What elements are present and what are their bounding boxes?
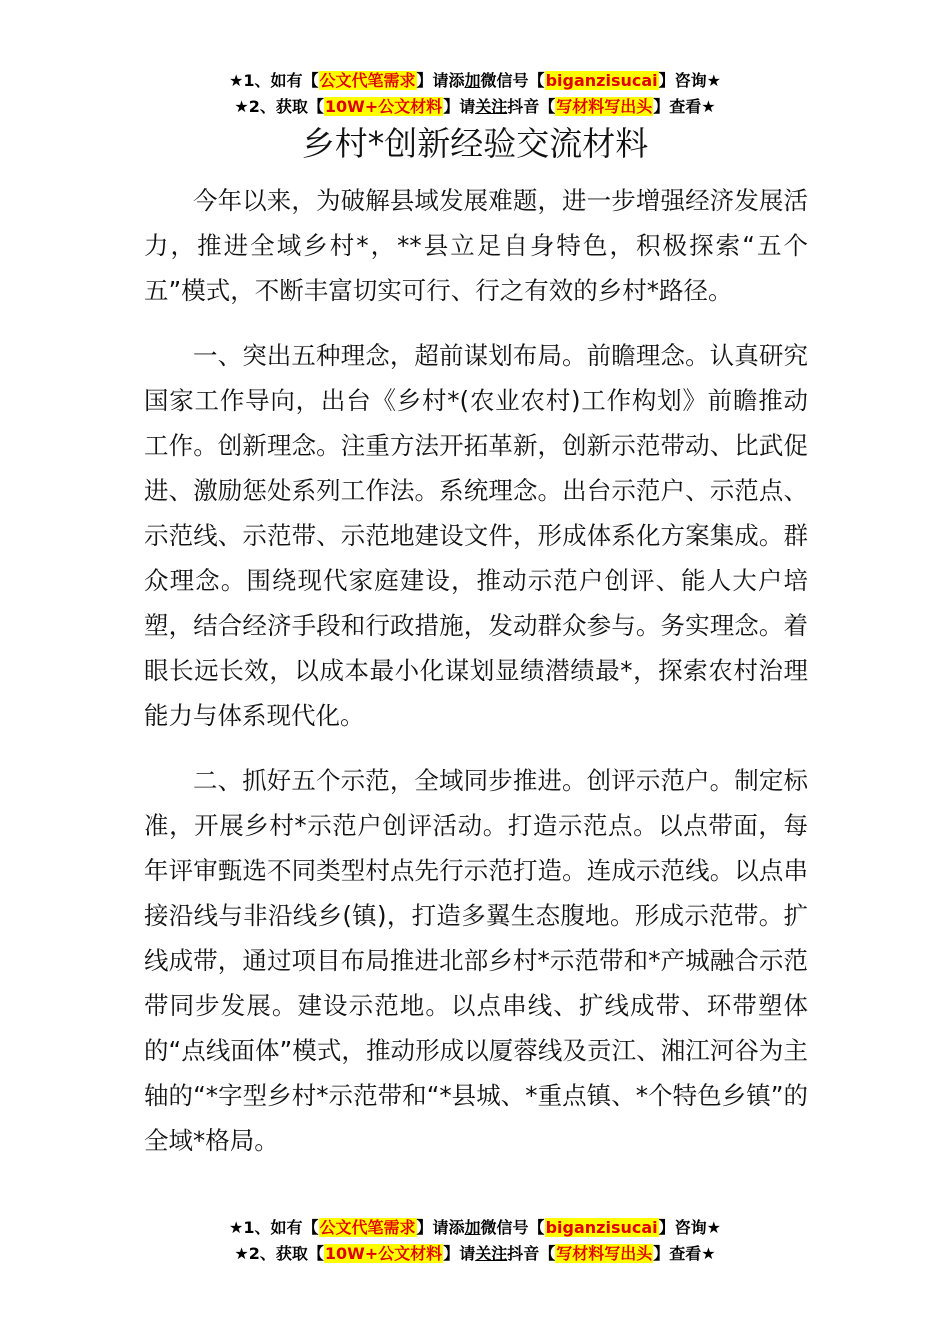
promo-highlight: 公文代笔需求 [319, 71, 416, 90]
promo-text: 】查看★ [653, 97, 716, 116]
body-paragraph: 今年以来，为破解县域发展难题，进一步增强经济发展活力，推进全域乡村*，**县立足自身特色，积极探索“五个五”模式，不断丰富切实可行、行之有效的乡村*路径。 [144, 186, 808, 305]
promo-line-2 [0, 1241, 950, 1267]
promo-highlight: 写材料写出头 [556, 97, 653, 116]
promo-text: 】请 [443, 1244, 476, 1263]
promo-text: 微信号【 [480, 71, 545, 90]
promo-text: 微信号【 [480, 1218, 545, 1237]
promo-highlight: biganzisucai [545, 1218, 658, 1237]
promo-text: 】咨询★ [658, 1218, 721, 1237]
promo-text: 抖音【 [507, 97, 556, 116]
promo-text: 抖音【 [507, 1244, 556, 1263]
promo-text: 】请 [443, 97, 476, 116]
promo-text: 】请添 [416, 71, 465, 90]
promo-underlined-text: 加 [464, 71, 481, 90]
promo-highlight: biganzisucai [545, 71, 658, 90]
promo-text: 】查看★ [653, 1244, 716, 1263]
promo-line-1 [0, 1215, 950, 1241]
promo-banner-top [0, 68, 950, 120]
promo-underlined-text: 关注 [475, 97, 508, 116]
promo-highlight: 公文代笔需求 [319, 1218, 416, 1237]
document-title: 乡村*创新经验交流材料 [301, 124, 649, 163]
promo-text: ★2、获取【 [234, 1244, 324, 1263]
promo-text: 】请添 [416, 1218, 465, 1237]
body-paragraph: 一、突出五种理念，超前谋划布局。前瞻理念。认真研究国家工作导向，出台《乡村*(农业农村)工作构划》前瞻推动工作。创新理念。注重方法开拓革新，创新示范带动、比武促进、激励惩处系列工作法。系统理念。出台示范户、示范点、示范线、示范带、示范地建设文件，形成体系化方案集成。群众理念。围绕现代家庭建设，推动示范户创评、能人大户培塑，结合经济手段和行政措施，发动群众参与。务实理念。着眼长远长效，以成本最小化谋划显绩潜绩最*，探索农村治理能力与体系现代化。 [144, 341, 808, 730]
promo-line-2 [0, 94, 950, 120]
promo-highlight: 写材料写出头 [556, 1244, 653, 1263]
promo-text: ★1、如有【 [229, 1218, 319, 1237]
promo-text: ★2、获取【 [234, 97, 324, 116]
promo-underlined-text: 加 [464, 1218, 481, 1237]
promo-underlined-text: 关注 [475, 1244, 508, 1263]
promo-highlight: 10W+公文材料 [324, 1244, 443, 1263]
promo-banner-bottom [0, 1215, 950, 1267]
promo-text: 】咨询★ [658, 71, 721, 90]
document-body [144, 178, 808, 1183]
body-paragraph: 二、抓好五个示范，全域同步推进。创评示范户。制定标准，开展乡村*示范户创评活动。打造示范点。以点带面，每年评审甄选不同类型村点先行示范打造。连成示范线。以点串接沿线与非沿线乡(镇)，打造多翼生态腹地。形成示范带。扩线成带，通过项目布局推进北部乡村*示范带和*产城融合示范带同步发展。建设示范地。以点串线、扩线成带、环带塑体的“点线面体”模式，推动形成以厦蓉线及贡江、湘江河谷为主轴的“*字型乡村*示范带和“*县城、*重点镇、*个特色乡镇”的全域*格局。 [144, 766, 808, 1155]
promo-text: ★1、如有【 [229, 71, 319, 90]
promo-line-1 [0, 68, 950, 94]
promo-highlight: 10W+公文材料 [324, 97, 443, 116]
